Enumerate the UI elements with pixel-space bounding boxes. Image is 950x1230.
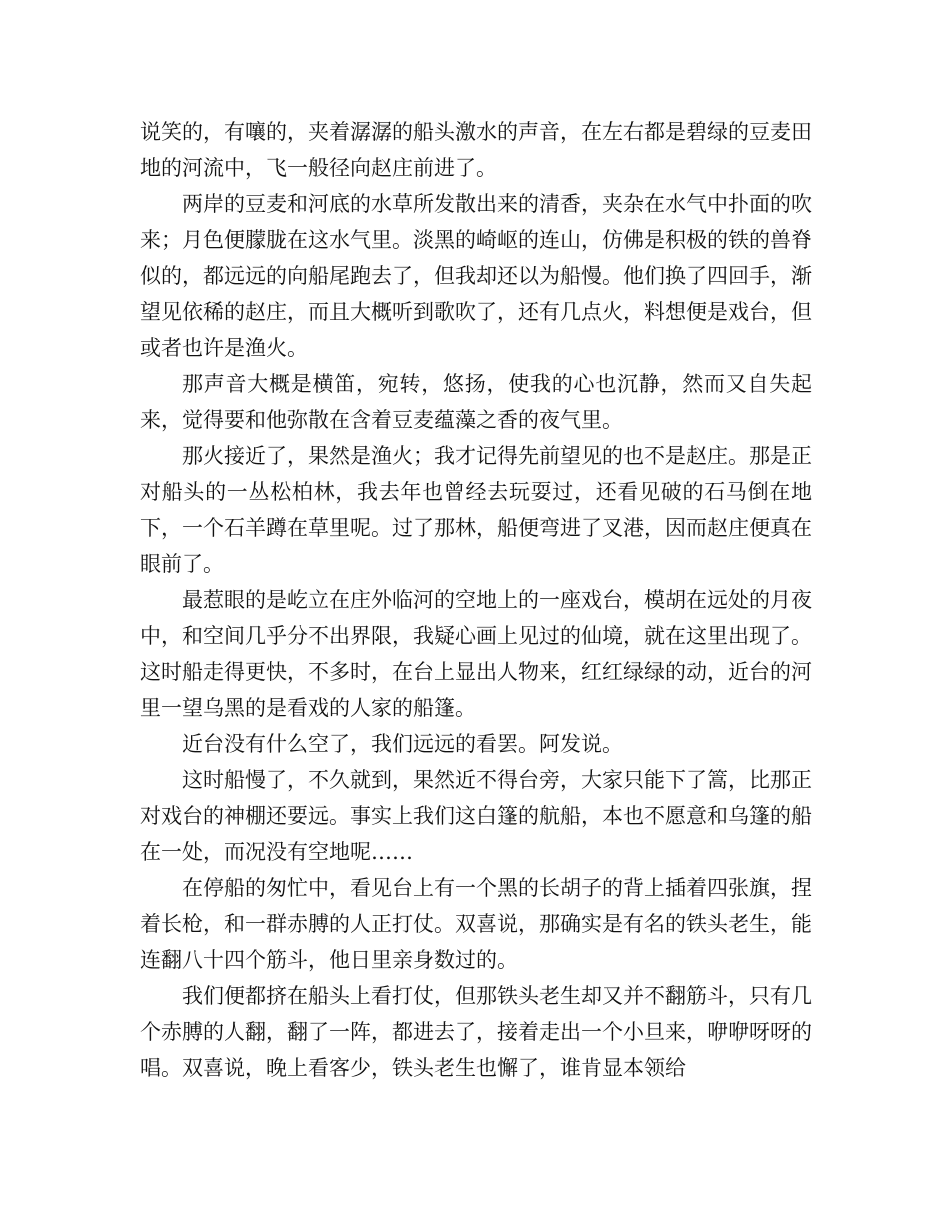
body-text bbox=[140, 114, 812, 1086]
paragraph-7: 这时船慢了，不久就到，果然近不得台旁，大家只能下了篙，比那正对戏台的神棚还要远。事实上我们这白篷的航船，本也不愿意和乌篷的船在一处，而况没有空地呢…… bbox=[140, 768, 812, 864]
paragraph-1: 说笑的，有嚷的，夹着潺潺的船头激水的声音，在左右都是碧绿的豆麦田地的河流中，飞一般径向赵庄前进了。 bbox=[140, 120, 812, 180]
paragraph-4: 那火接近了，果然是渔火；我才记得先前望见的也不是赵庄。那是正对船头的一丛松柏林，我去年也曾经去玩耍过，还看见破的石马倒在地下，一个石羊蹲在草里呢。过了那林，船便弯进了叉港，因而赵庄便真在眼前了。 bbox=[140, 444, 812, 576]
paragraph-3: 那声音大概是横笛，宛转，悠扬，使我的心也沉静，然而又自失起来，觉得要和他弥散在含着豆麦蕴藻之香的夜气里。 bbox=[140, 372, 812, 432]
paragraph-9: 我们便都挤在船头上看打仗，但那铁头老生却又并不翻筋斗，只有几个赤膊的人翻，翻了一阵，都进去了，接着走出一个小旦来，咿咿呀呀的唱。双喜说，晚上看客少，铁头老生也懈了，谁肯显本领给 bbox=[140, 984, 812, 1080]
paragraph-6: 近台没有什么空了，我们远远的看罢。阿发说。 bbox=[182, 732, 623, 756]
paragraph-8: 在停船的匆忙中，看见台上有一个黑的长胡子的背上插着四张旗，捏着长枪，和一群赤膊的人正打仗。双喜说，那确实是有名的铁头老生，能连翻八十四个筋斗，他日里亲身数过的。 bbox=[140, 876, 812, 972]
paragraph-2: 两岸的豆麦和河底的水草所发散出来的清香，夹杂在水气中扑面的吹来；月色便朦胧在这水气里。淡黑的崎岖的连山，仿佛是积极的铁的兽脊似的，都远远的向船尾跑去了，但我却还以为船慢。他们换了四回手，渐望见依稀的赵庄，而且大概听到歌吹了，还有几点火，料想便是戏台，但或者也许是渔火。 bbox=[140, 192, 812, 360]
paragraph-5: 最惹眼的是屹立在庄外临河的空地上的一座戏台，模胡在远处的月夜中，和空间几乎分不出界限，我疑心画上见过的仙境，就在这里出现了。这时船走得更快，不多时，在台上显出人物来，红红绿绿的动，近台的河里一望乌黑的是看戏的人家的船篷。 bbox=[140, 588, 812, 720]
